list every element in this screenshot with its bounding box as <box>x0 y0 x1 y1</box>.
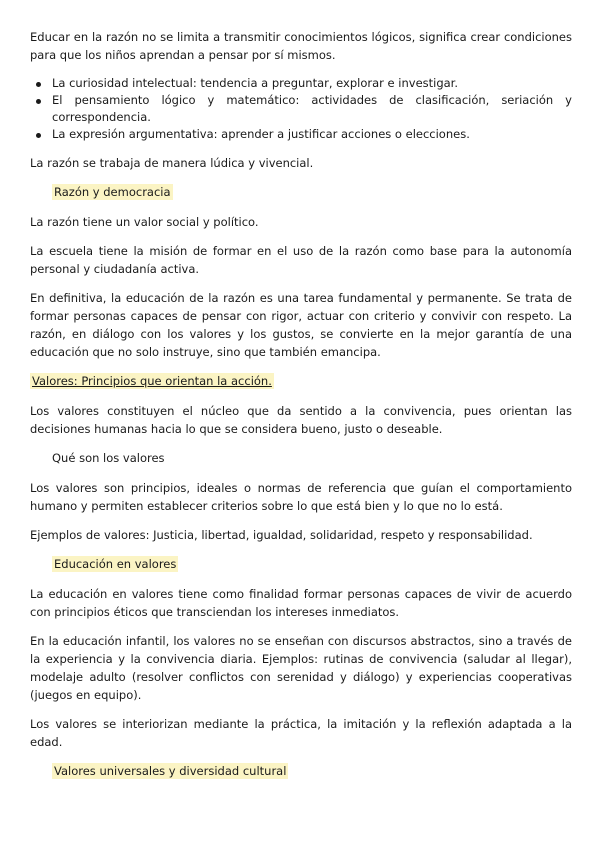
paragraph: Los valores constituyen el núcleo que da sentido a la convivencia, pues orientan las decisiones humanas hacia lo que se considera bueno, justo o deseable. <box>30 404 572 436</box>
intro-closing-paragraph: La razón se trabaja de manera lúdica y vivencial. <box>30 156 314 170</box>
heading-razon-democracia: Razón y democracia <box>54 185 171 199</box>
paragraph: En definitiva, la educación de la razón es una tarea fundamental y permanente. Se trata de formar personas capaces de pensar con rigor, actuar con criterio y convivir con respeto. La razón, en diálogo con los valores y los gustos, se convierte en la mejor garantía de una educación que no solo instruye, sino que también emancipa. <box>30 291 572 359</box>
paragraph: La educación en valores tiene como finalidad formar personas capaces de vivir de acuerdo con principios éticos que transciendan los intereses inmediatos. <box>30 587 572 619</box>
paragraph: Los valores se interiorizan mediante la práctica, la imitación y la reflexión adaptada a la edad. <box>30 717 572 749</box>
bullet-icon <box>36 133 41 138</box>
heading-valores: Valores: Principios que orientan la acción. <box>32 374 272 388</box>
heading-educacion-valores: Educación en valores <box>54 557 177 571</box>
intro-bullet-list <box>30 75 572 143</box>
bullet-icon <box>36 82 41 87</box>
heading-que-son-valores: Qué son los valores <box>52 451 165 465</box>
heading-valores-universales: Valores universales y diversidad cultural <box>54 764 287 778</box>
paragraph: Los valores son principios, ideales o normas de referencia que guían el comportamiento humano y permiten establecer criterios sobre lo que está bien y lo que no lo está. <box>30 481 572 513</box>
paragraph: La razón tiene un valor social y político. <box>30 215 259 229</box>
intro-paragraph: Educar en la razón no se limita a transmitir conocimientos lógicos, significa crear condiciones para que los niños aprendan a pensar por sí mismos. <box>30 30 572 62</box>
list-item: La expresión argumentativa: aprender a justificar acciones o elecciones. <box>30 126 572 143</box>
list-item: El pensamiento lógico y matemático: actividades de clasificación, seriación y correspondencia. <box>30 92 572 126</box>
list-item: La curiosidad intelectual: tendencia a preguntar, explorar e investigar. <box>30 75 572 92</box>
paragraph: En la educación infantil, los valores no se enseñan con discursos abstractos, sino a través de la experiencia y la convivencia diaria. Ejemplos: rutinas de convivencia (saludar al llegar), modelaje adulto (resolver conflictos con serenidad y diálogo) y experiencias cooperativas (juegos en equipo). <box>30 634 572 702</box>
document-page <box>30 28 572 792</box>
paragraph: La escuela tiene la misión de formar en el uso de la razón como base para la autonomía personal y ciudadanía activa. <box>30 244 572 276</box>
bullet-icon <box>36 99 41 104</box>
paragraph: Ejemplos de valores: Justicia, libertad, igualdad, solidaridad, respeto y responsabilidad. <box>30 528 533 542</box>
